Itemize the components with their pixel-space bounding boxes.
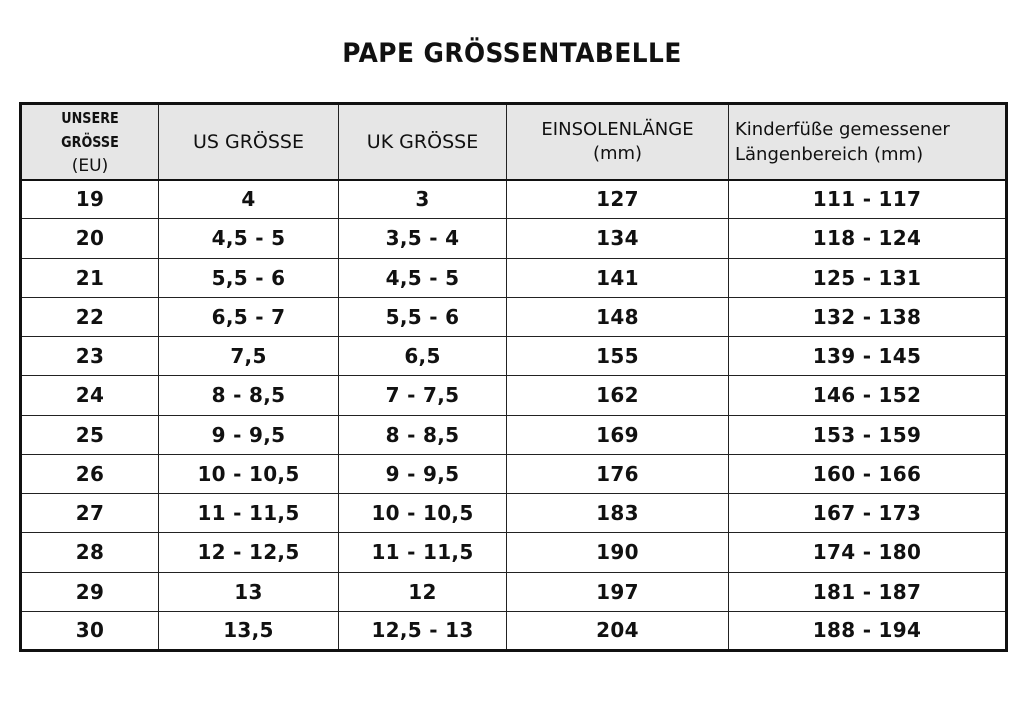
uk-size-cell: 12 [339, 572, 507, 611]
foot-range-cell: 181 - 187 [729, 572, 1007, 611]
table-row [21, 337, 1007, 376]
header-insole-label: EINSOLENLÄNGE [541, 118, 694, 140]
table-row [21, 572, 1007, 611]
foot-range-cell: 125 - 131 [729, 258, 1007, 297]
insole-length-cell: 183 [507, 494, 729, 533]
header-eu-size [21, 104, 159, 180]
uk-size-cell: 11 - 11,5 [339, 533, 507, 572]
us-size-cell: 5,5 - 6 [159, 258, 339, 297]
table-row [21, 258, 1007, 297]
header-uk-size: UK GRÖSSE [339, 104, 507, 180]
table-row [21, 611, 1007, 650]
table-row [21, 454, 1007, 493]
us-size-cell: 4,5 - 5 [159, 219, 339, 258]
uk-size-cell: 3,5 - 4 [339, 219, 507, 258]
size-chart-table [19, 102, 1008, 652]
insole-length-cell: 134 [507, 219, 729, 258]
eu-size-cell: 29 [21, 572, 159, 611]
table-row [21, 415, 1007, 454]
eu-size-cell: 28 [21, 533, 159, 572]
uk-size-cell: 8 - 8,5 [339, 415, 507, 454]
table-row [21, 376, 1007, 415]
eu-size-cell: 25 [21, 415, 159, 454]
header-kids-foot-range [729, 104, 1007, 180]
foot-range-cell: 167 - 173 [729, 494, 1007, 533]
foot-range-cell: 132 - 138 [729, 297, 1007, 336]
table-row [21, 494, 1007, 533]
us-size-cell: 9 - 9,5 [159, 415, 339, 454]
insole-length-cell: 155 [507, 337, 729, 376]
foot-range-cell: 188 - 194 [729, 611, 1007, 650]
table-row [21, 533, 1007, 572]
header-us-size: US GRÖSSE [159, 104, 339, 180]
eu-size-cell: 22 [21, 297, 159, 336]
uk-size-cell: 4,5 - 5 [339, 258, 507, 297]
us-size-cell: 11 - 11,5 [159, 494, 339, 533]
uk-size-cell: 6,5 [339, 337, 507, 376]
us-size-cell: 6,5 - 7 [159, 297, 339, 336]
header-kids-unit: Längenbereich (mm) [735, 143, 924, 165]
eu-size-cell: 20 [21, 219, 159, 258]
header-eu-label: UNSERE GRÖSSE [61, 108, 119, 151]
eu-size-cell: 24 [21, 376, 159, 415]
header-insole-unit: (mm) [592, 142, 643, 164]
uk-size-cell: 5,5 - 6 [339, 297, 507, 336]
foot-range-cell: 153 - 159 [729, 415, 1007, 454]
insole-length-cell: 162 [507, 376, 729, 415]
foot-range-cell: 111 - 117 [729, 180, 1007, 219]
eu-size-cell: 27 [21, 494, 159, 533]
foot-range-cell: 118 - 124 [729, 219, 1007, 258]
foot-range-cell: 139 - 145 [729, 337, 1007, 376]
uk-size-cell: 7 - 7,5 [339, 376, 507, 415]
insole-length-cell: 148 [507, 297, 729, 336]
table-row [21, 180, 1007, 219]
us-size-cell: 12 - 12,5 [159, 533, 339, 572]
us-size-cell: 4 [159, 180, 339, 219]
insole-length-cell: 127 [507, 180, 729, 219]
uk-size-cell: 10 - 10,5 [339, 494, 507, 533]
header-insole-length [507, 104, 729, 180]
insole-length-cell: 204 [507, 611, 729, 650]
page-title: PAPE GRÖSSENTABELLE [342, 38, 682, 69]
foot-range-cell: 174 - 180 [729, 533, 1007, 572]
insole-length-cell: 197 [507, 572, 729, 611]
us-size-cell: 13,5 [159, 611, 339, 650]
eu-size-cell: 30 [21, 611, 159, 650]
us-size-cell: 10 - 10,5 [159, 454, 339, 493]
header-eu-unit: (EU) [71, 155, 109, 176]
insole-length-cell: 190 [507, 533, 729, 572]
table-row [21, 219, 1007, 258]
foot-range-cell: 160 - 166 [729, 454, 1007, 493]
us-size-cell: 7,5 [159, 337, 339, 376]
eu-size-cell: 19 [21, 180, 159, 219]
table-body [21, 180, 1007, 651]
us-size-cell: 13 [159, 572, 339, 611]
table-row [21, 297, 1007, 336]
foot-range-cell: 146 - 152 [729, 376, 1007, 415]
insole-length-cell: 169 [507, 415, 729, 454]
uk-size-cell: 12,5 - 13 [339, 611, 507, 650]
uk-size-cell: 9 - 9,5 [339, 454, 507, 493]
header-kids-label: Kinderfüße gemessener [735, 118, 950, 140]
eu-size-cell: 21 [21, 258, 159, 297]
insole-length-cell: 176 [507, 454, 729, 493]
uk-size-cell: 3 [339, 180, 507, 219]
table-header-row [21, 104, 1007, 180]
insole-length-cell: 141 [507, 258, 729, 297]
eu-size-cell: 23 [21, 337, 159, 376]
us-size-cell: 8 - 8,5 [159, 376, 339, 415]
eu-size-cell: 26 [21, 454, 159, 493]
